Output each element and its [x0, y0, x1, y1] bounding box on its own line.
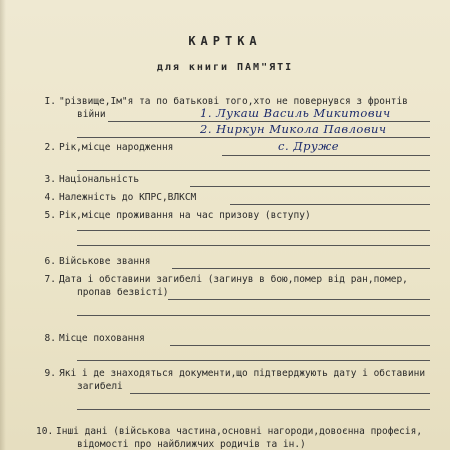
field-8-line-a [170, 345, 430, 346]
field-10-label: 10. Інші дані (військова частина,основні нагороди,довоєнна професія, [36, 426, 423, 437]
field-2-line-b [77, 170, 430, 171]
card-title: КАРТКА [188, 34, 262, 48]
field-9-line-a [130, 393, 430, 394]
field-3-label: 3. Національність [44, 174, 140, 185]
field-4-label: 4. Належність до КПРС,ВЛКСМ [44, 192, 197, 203]
field-7-line-a [168, 299, 430, 300]
field-7-line-b [77, 315, 430, 316]
field-2-label: 2. Рік,місце народження [44, 142, 174, 153]
field-7-label: 7. Дата і обставини загибелі (загинув в бою,помер від ран,помер, [44, 274, 408, 285]
card-subtitle: для книги ПАМ"ЯТІ [156, 62, 294, 73]
field-5-line-b [77, 245, 430, 246]
handwritten-name-2: 2. Ниркун Микола Павлович [200, 122, 387, 136]
field-2-line-a [222, 155, 430, 156]
field-1-label-cont: війни [77, 109, 106, 120]
field-9-line-b [77, 409, 430, 410]
field-6-line [172, 268, 430, 269]
field-8-line-b [77, 360, 430, 361]
field-5-line-a [77, 230, 430, 231]
field-9-label: 9. Які і де знаходяться документи,що підтверджують дату і обставини [44, 368, 426, 379]
field-3-line [190, 186, 430, 187]
handwritten-name-1: 1. Лукаш Василь Микитович [200, 106, 391, 120]
field-1-line-b [77, 137, 430, 138]
field-8-label: 8. Місце поховання [44, 333, 145, 344]
field-1-label: I. "різвище,Ім"я та по батькові того,хто не повернувся з фронтів [44, 96, 408, 107]
handwritten-birthplace: с. Друже [278, 139, 340, 153]
field-6-label: 6. Військове звання [44, 256, 151, 267]
field-4-line [230, 204, 430, 205]
field-7-label-cont: пропав безвісті) [77, 287, 169, 298]
field-5-label: 5. Рік,місце проживання на час призову (вступу) [44, 210, 311, 221]
field-9-label-cont: загибелі [77, 381, 123, 392]
field-10-label-cont: відомості про найближчих родичів та ін.) [77, 439, 306, 450]
